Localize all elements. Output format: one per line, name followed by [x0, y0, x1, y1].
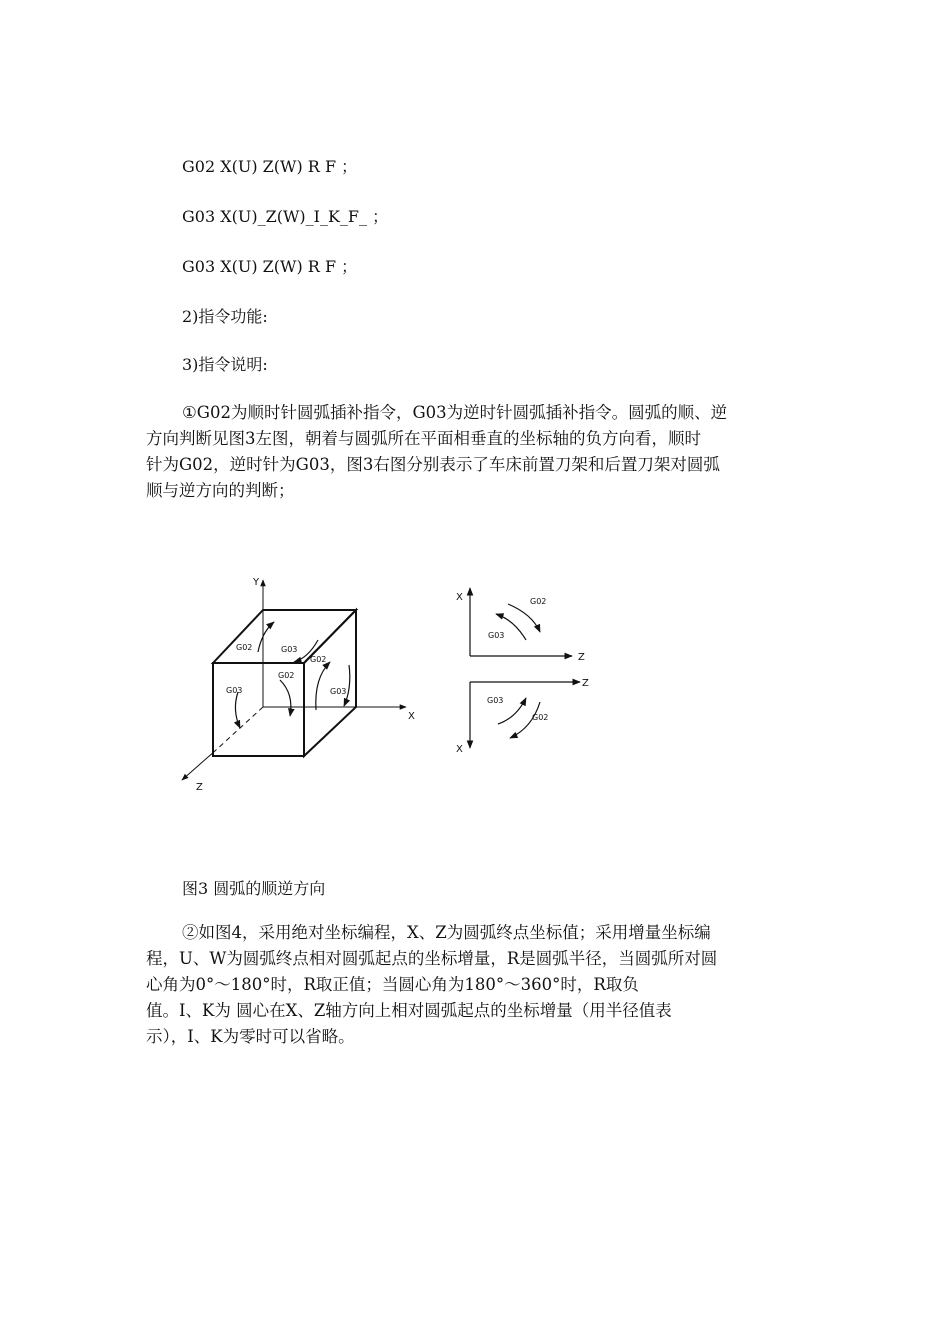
lower-label-outer: G02: [532, 713, 549, 722]
heading-function: 2)指令功能:: [182, 307, 268, 326]
figure-caption: 图3 圆弧的顺逆方向: [182, 879, 326, 898]
arc-arrow-top-left: [258, 622, 274, 652]
lower-axis-x-label: X: [456, 744, 463, 755]
paragraph-line: 针为G02，逆时针为G03，图3右图分别表示了车床前置刀架和后置刀架对圆弧: [146, 455, 720, 474]
cube-label-front-right: G02: [278, 671, 295, 680]
paragraph-line: ①G02为顺时针圆弧插补指令，G03为逆时针圆弧插补指令。圆弧的顺、逆: [182, 403, 728, 422]
paragraph-line: 程，U、W为圆弧终点相对圆弧起点的坐标增量，R是圆弧半径，当圆弧所对圆: [146, 949, 718, 968]
z-axis-hidden: [216, 707, 263, 750]
paragraph-line: ②如图4，采用绝对坐标编程，X、Z为圆弧终点坐标值；采用增量坐标编: [182, 923, 711, 942]
paragraph-coordinates: [146, 920, 808, 1050]
upper-axis-z-label: Z: [578, 652, 585, 663]
cube-label-side-top: G02: [310, 655, 327, 664]
upper-label-outer: G02: [530, 597, 547, 606]
cube-side-face: [304, 610, 356, 756]
arc-arrow-front-right: [280, 680, 291, 716]
cube-label-top-right: G03: [281, 645, 298, 654]
cube-axis-z-label: Z: [196, 782, 203, 793]
arc-arrow-side-top: [316, 662, 330, 710]
cube-top-face: [213, 610, 356, 663]
cube-axis-x-label: X: [408, 711, 415, 722]
cube-diagram: [182, 580, 406, 780]
front-turret-diagram: [470, 588, 572, 656]
paragraph-line: 值。I、K为 圆心在X、Z轴方向上相对圆弧起点的坐标增量（用半径值表: [146, 1001, 672, 1020]
upper-arc-outer: [508, 604, 540, 632]
code-line-g03-ik: G03 X(U)_Z(W)_I_K_F_ ；: [182, 207, 389, 226]
cube-label-front-left: G03: [226, 686, 243, 695]
paragraph-line: 示），I、K为零时可以省略。: [146, 1027, 355, 1046]
code-line-g03-r: G03 X(U) Z(W) R F ；: [182, 257, 358, 276]
cube-axis-y-label: Y: [253, 577, 260, 588]
cube-label-side-bottom: G03: [330, 687, 347, 696]
paragraph-line: 方向判断见图3左图，朝着与圆弧所在平面相垂直的坐标轴的负方向看，顺时: [146, 429, 701, 448]
code-line-g02-r: G02 X(U) Z(W) R F ；: [182, 157, 358, 176]
paragraph-line: 顺与逆方向的判断；: [146, 481, 295, 500]
arc-direction-figure: [176, 570, 606, 800]
lower-axis-z-label: Z: [582, 678, 589, 689]
cube-label-top-left: G02: [236, 643, 253, 652]
paragraph-line: 心角为0°～180°时，R取正值；当圆心角为180°～360°时，R取负: [146, 975, 639, 994]
z-axis: [182, 750, 216, 780]
arc-arrow-front-left: [235, 692, 240, 728]
paragraph-direction: [146, 400, 808, 504]
arc-arrow-side-bottom: [344, 665, 350, 706]
upper-label-inner: G03: [488, 631, 505, 640]
rear-turret-diagram: [470, 682, 580, 748]
upper-axis-x-label: X: [456, 592, 463, 603]
heading-description: 3)指令说明:: [182, 355, 268, 374]
lower-label-inner: G03: [487, 696, 504, 705]
